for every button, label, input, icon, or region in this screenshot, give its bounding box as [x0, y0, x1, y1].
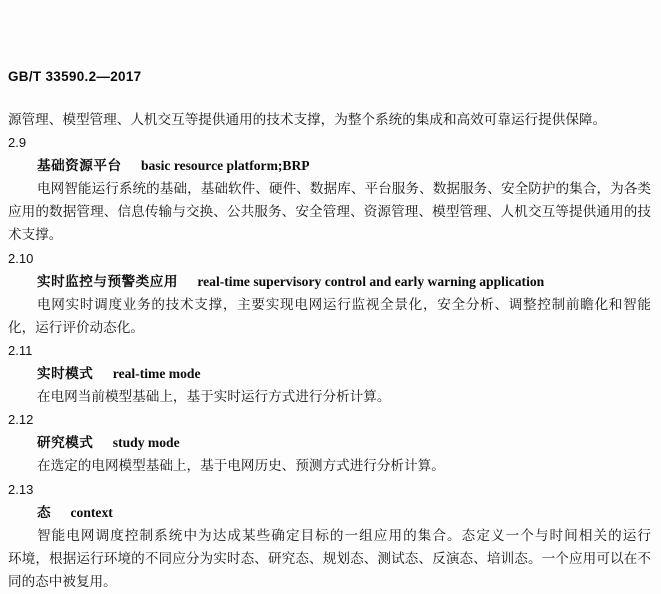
paragraph-line: 源管理、模型管理、人机交互等提供通用的技术支撑，为整个系统的集成和高效可靠运行提供保障。	[8, 112, 607, 127]
paragraph-line: 在选定的电网模型基础上，基于电网历史、预测方式进行分析计算。	[37, 458, 445, 474]
paragraph-line: 电网智能运行系统的基础，基础软件、硬件、数据库、平台服务、数据服务、安全防护的集合，为各类	[37, 181, 651, 197]
term-chinese: 实时监控与预警类应用	[37, 273, 178, 289]
clause-number: 2.11	[8, 342, 33, 358]
term-english: real-time mode	[112, 366, 201, 382]
term-chinese: 研究模式	[37, 435, 94, 451]
clause-number: 2.12	[8, 412, 34, 428]
term-heading	[8, 431, 651, 454]
term-english: real-time supervisory control and early warning application	[197, 273, 545, 289]
term-chinese: 态	[37, 504, 52, 520]
page-body	[8, 108, 651, 593]
section-2-12	[8, 408, 651, 477]
paragraph-line: 电网实时调度业务的技术支撑，主要实现电网运行监视全景化，安全分析、调整控制前瞻化和智能	[37, 296, 651, 312]
clause-number: 2.10	[8, 250, 34, 266]
term-heading	[8, 501, 651, 524]
running-header: GB/T 33590.2—2017	[8, 69, 142, 84]
paragraph-line: 应用的数据管理、信息传输与交换、公共服务、安全管理、资源管理、模型管理、人机交互等提供通用的技	[8, 204, 651, 220]
paragraph-line: 术支撑。	[8, 227, 63, 243]
paragraph-line: 环境，根据运行环境的不同应分为实时态、研究态、规划态、测试态、反演态、培训态。一个应用可以在不	[8, 550, 651, 566]
paragraph-line: 同的态中被复用。	[8, 573, 117, 589]
section-2-10	[8, 247, 651, 339]
section-2-9	[8, 131, 651, 246]
term-english: basic resource platform;BRP	[140, 158, 310, 174]
section-2-13	[8, 478, 651, 593]
section-2-11	[8, 339, 651, 408]
term-chinese: 基础资源平台	[37, 158, 122, 174]
paragraph-line: 智能电网调度控制系统中为达成某些确定目标的一组应用的集合。态定义一个与时间相关的运行	[37, 527, 651, 543]
term-chinese: 实时模式	[37, 366, 94, 382]
clause-number: 2.13	[8, 481, 34, 497]
paragraph-line: 化，运行评价动态化。	[8, 319, 144, 335]
term-english: study mode	[112, 435, 180, 451]
paragraph-line: 在电网当前模型基础上，基于实时运行方式进行分析计算。	[37, 389, 391, 405]
term-heading	[8, 270, 651, 293]
term-heading	[8, 362, 651, 385]
term-english: context	[70, 504, 113, 520]
clause-number: 2.9	[8, 135, 27, 151]
term-heading	[8, 154, 651, 177]
